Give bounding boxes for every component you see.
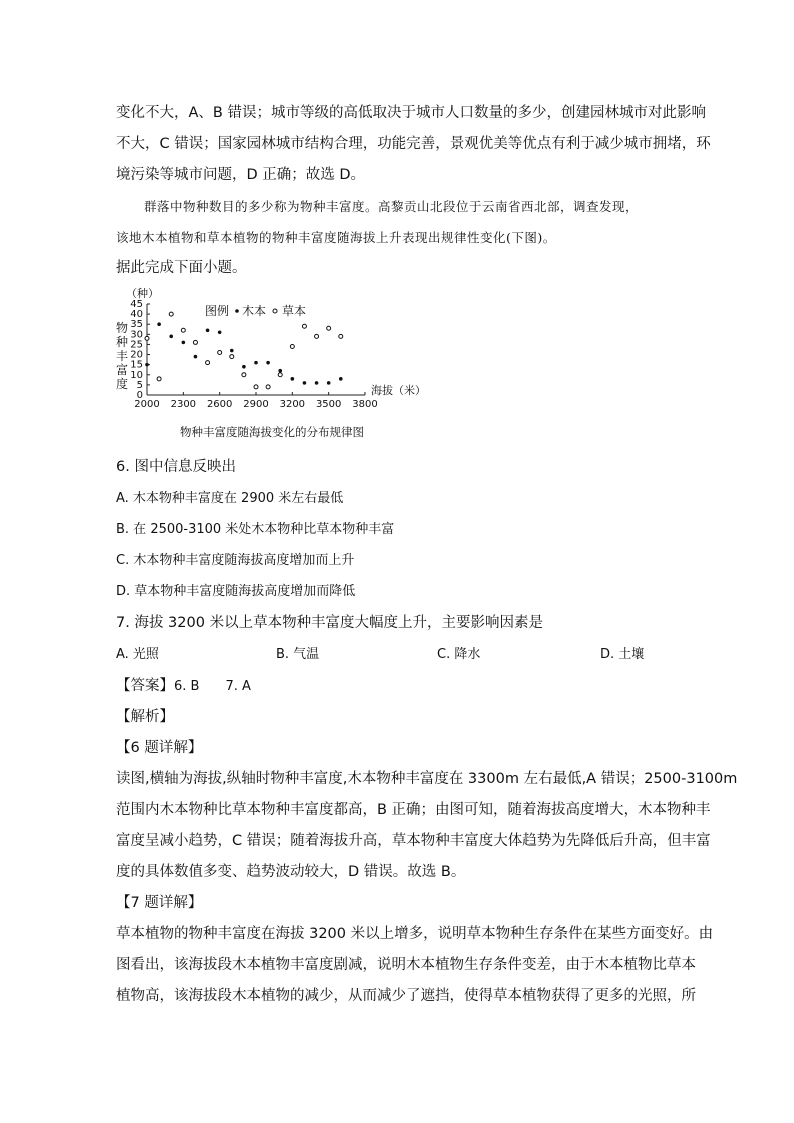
data-point-woody (206, 328, 210, 332)
x-tick-label: 2300 (170, 399, 197, 410)
q6-option-b: B. 在 2500-3100 米处木本物种比草本物种丰富 (116, 522, 395, 537)
legend-dot-marker (235, 309, 239, 313)
y-tick-label: 30 (130, 329, 143, 341)
x-tick-label: 2000 (134, 399, 160, 410)
data-point-herb (315, 334, 319, 338)
answer-row (116, 677, 251, 696)
data-point-herb (278, 373, 282, 377)
data-point-woody (218, 331, 222, 335)
data-point-herb (242, 373, 246, 377)
q6-option-c: C. 木本物种丰富度随海拔高度增加而上升 (116, 553, 355, 568)
y-axis-label-char: 度 (115, 377, 129, 391)
intro-line-1: 变化不大，A、B 错误；城市等级的高低取决于城市人口数量的多少，创建园林城市对此影响 (116, 105, 706, 121)
y-axis-label-char: 物 (115, 321, 129, 335)
data-point-herb (145, 336, 149, 340)
passage-line-1: 群落中物种数目的多少称为物种丰富度。高黎贡山北段位于云南省西北部，调查发现， (144, 199, 639, 214)
data-point-woody (315, 381, 319, 385)
legend-label-woody: 木本 (242, 304, 267, 318)
data-point-woody (242, 365, 246, 369)
data-point-woody (194, 355, 198, 359)
x-axis-label: 海拔（米） (371, 384, 426, 397)
q6-option-d: D. 草本物种丰富度随海拔高度增加而降低 (116, 584, 356, 599)
data-point-woody (291, 377, 295, 381)
data-point-herb (290, 344, 294, 348)
analysis-label: 【解析】 (116, 709, 174, 725)
x-tick-label: 3200 (279, 399, 306, 410)
data-point-herb (266, 385, 270, 389)
q7-stem: 7. 海拔 3200 米以上草本物种丰富度大幅度上升，主要影响因素是 (116, 615, 544, 631)
data-point-herb (254, 385, 258, 389)
data-point-herb (327, 326, 331, 330)
y-tick-label: 25 (130, 339, 143, 351)
y-tick-label: 10 (130, 369, 143, 381)
data-point-herb (157, 377, 161, 381)
data-point-herb (218, 351, 222, 355)
legend-label-herb: 草本 (282, 304, 307, 318)
q6-stem: 6. 图中信息反映出 (116, 459, 236, 475)
data-point-woody (254, 361, 258, 365)
data-point-herb (181, 328, 185, 332)
data-point-herb (169, 312, 173, 316)
y-tick-label: 15 (130, 359, 143, 371)
data-point-woody (278, 369, 282, 373)
data-point-woody (230, 349, 234, 353)
y-tick-label: 35 (130, 319, 143, 331)
q6-detail-line-4: 度的具体数值多变、趋势波动较大，D 错误。故选 B。 (116, 864, 466, 880)
data-point-herb (206, 361, 210, 365)
q6-detail-line-2: 范围内木本物种比草本物种丰富度都高，B 正确；由图可知，随着海拔高度增大，木本物种丰 (116, 802, 711, 818)
data-point-woody (145, 363, 149, 367)
y-axis-label-char: 富 (115, 363, 129, 377)
y-axis-label-char: 丰 (115, 349, 129, 363)
scatter-chart (112, 282, 432, 442)
answer-text: 6. B 7. A (174, 679, 251, 694)
data-point-herb (230, 355, 234, 359)
legend-circle-marker (273, 309, 277, 313)
y-tick-label: 40 (130, 309, 143, 321)
q6-detail-line-1: 读图,横轴为海拔,纵轴时物种丰富度,木本物种丰富度在 3300m 左右最低,A 错误；2500-3100m (116, 771, 738, 787)
intro-line-3: 境污染等城市问题，D 正确；故选 D。 (116, 167, 366, 183)
q7-option-b: B. 气温 (276, 647, 320, 662)
y-tick-label: 45 (130, 299, 143, 310)
data-point-woody (182, 341, 186, 345)
y-tick-label: 5 (136, 379, 143, 391)
q7-detail-label: 【7 题详解】 (116, 895, 203, 911)
instruction-text: 据此完成下面小题。 (116, 260, 247, 276)
q7-detail-line-1: 草本植物的物种丰富度在海拔 3200 米以上增多，说明草本物种生存条件在某些方面变好。由 (116, 926, 714, 942)
q7-detail-line-2: 图看出，该海拔段木本植物丰富度剧减，说明木本植物生存条件变差，由于木本植物比草本 (116, 957, 696, 973)
data-point-woody (169, 335, 173, 339)
data-point-woody (339, 377, 343, 381)
y-axis-label-char: 种 (115, 335, 129, 349)
data-point-herb (302, 324, 306, 328)
chart-caption: 物种丰富度随海拔变化的分布规律图 (180, 425, 364, 439)
q7-option-d: D. 土壤 (600, 647, 645, 662)
x-tick-label: 3500 (315, 399, 342, 410)
data-point-herb (339, 334, 343, 338)
data-point-woody (327, 381, 331, 385)
q7-option-a: A. 光照 (116, 647, 159, 662)
y-tick-label: 20 (130, 349, 143, 361)
answer-label: 【答案】 (116, 678, 174, 694)
legend-title: 图例 (205, 304, 230, 318)
q6-detail-label: 【6 题详解】 (116, 740, 203, 756)
q6-option-a: A. 木本物种丰富度在 2900 米左右最低 (116, 491, 344, 506)
y-tick-label: 0 (136, 390, 143, 401)
passage-line-2: 该地木本植物和草本植物的物种丰富度随海拔上升表现出规律性变化(下图)。 (116, 230, 556, 245)
data-point-woody (157, 322, 161, 326)
x-tick-label: 2600 (206, 399, 233, 410)
intro-line-2: 不大，C 错误；国家园林城市结构合理，功能完善，景观优美等优点有利于减少城市拥堵，环 (116, 136, 711, 152)
data-point-woody (266, 361, 270, 365)
x-tick-label: 3800 (352, 399, 378, 410)
q7-detail-line-3: 植物高，该海拔段木本植物的减少，从而减少了遮挡，使得草本植物获得了更多的光照，所 (116, 988, 696, 1004)
data-point-herb (193, 340, 197, 344)
q7-option-c: C. 降水 (437, 647, 481, 662)
y-axis-unit: （种） (126, 287, 159, 300)
q6-detail-line-3: 富度呈减小趋势，C 错误；随着海拔升高，草本物种丰富度大体趋势为先降低后升高，但丰富 (116, 833, 711, 849)
x-tick-label: 2900 (243, 399, 269, 410)
data-point-woody (303, 381, 307, 385)
